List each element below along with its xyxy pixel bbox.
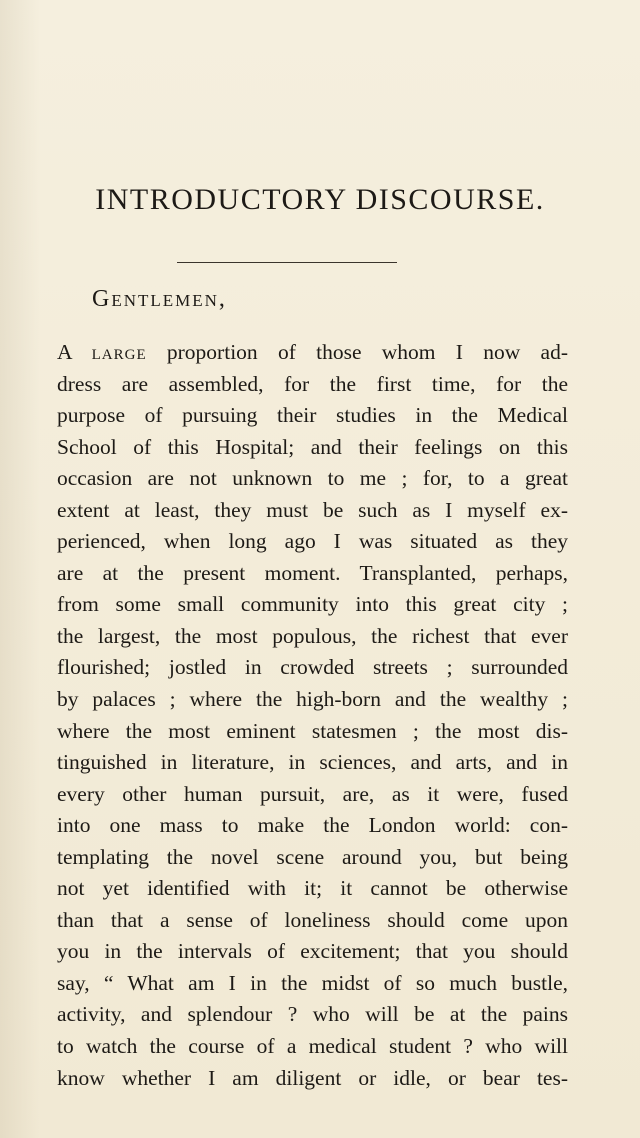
text-line: by palaces ; where the high-born and the wealthy ; [57, 687, 568, 712]
salutation: Gentlemen, [92, 286, 227, 312]
text-line: from some small community into this great city ; [57, 592, 568, 617]
text-line: to watch the course of a medical student ? who will [57, 1034, 568, 1059]
text-line: tinguished in literature, in sciences, and arts, and in [57, 750, 568, 775]
opening-small-caps: large [91, 340, 147, 364]
text-line: into one mass to make the London world: con- [57, 813, 568, 838]
text-line: where the most eminent statesmen ; the most dis- [57, 718, 568, 743]
text-line: you in the intervals of excitement; that you should [57, 939, 568, 964]
heading-rule [177, 262, 397, 263]
body-text [57, 337, 568, 1094]
text-line: than that a sense of loneliness should come upon [57, 907, 568, 932]
text-line: not yet identified with it; it cannot be otherwise [57, 876, 568, 901]
text-line [57, 337, 568, 369]
text-line: the largest, the most populous, the richest that ever [57, 623, 568, 648]
text-line: purpose of pursuing their studies in the Medical [57, 403, 568, 428]
text-line: occasion are not unknown to me ; for, to a great [57, 466, 568, 491]
text-line: dress are assembled, for the first time, for the [57, 371, 568, 396]
opening-initial: A [57, 340, 72, 364]
text-line: extent at least, they must be such as I myself ex- [57, 497, 568, 522]
text-line-content: proportion of those whom I now ad- [146, 340, 568, 364]
text-line: say, “ What am I in the midst of so much bustle, [57, 970, 568, 995]
chapter-heading: INTRODUCTORY DISCOURSE. [95, 183, 545, 216]
text-line: School of this Hospital; and their feelings on this [57, 434, 568, 459]
text-line: activity, and splendour ? who will be at the pains [57, 1002, 568, 1027]
text-line: are at the present moment. Transplanted, perhaps, [57, 560, 568, 585]
text-line: know whether I am diligent or idle, or bear tes- [57, 1065, 568, 1090]
text-line: flourished; jostled in crowded streets ; surrounded [57, 655, 568, 680]
text-line: templating the novel scene around you, but being [57, 844, 568, 869]
text-line: perienced, when long ago I was situated as they [57, 529, 568, 554]
text-line: every other human pursuit, are, as it were, fused [57, 781, 568, 806]
